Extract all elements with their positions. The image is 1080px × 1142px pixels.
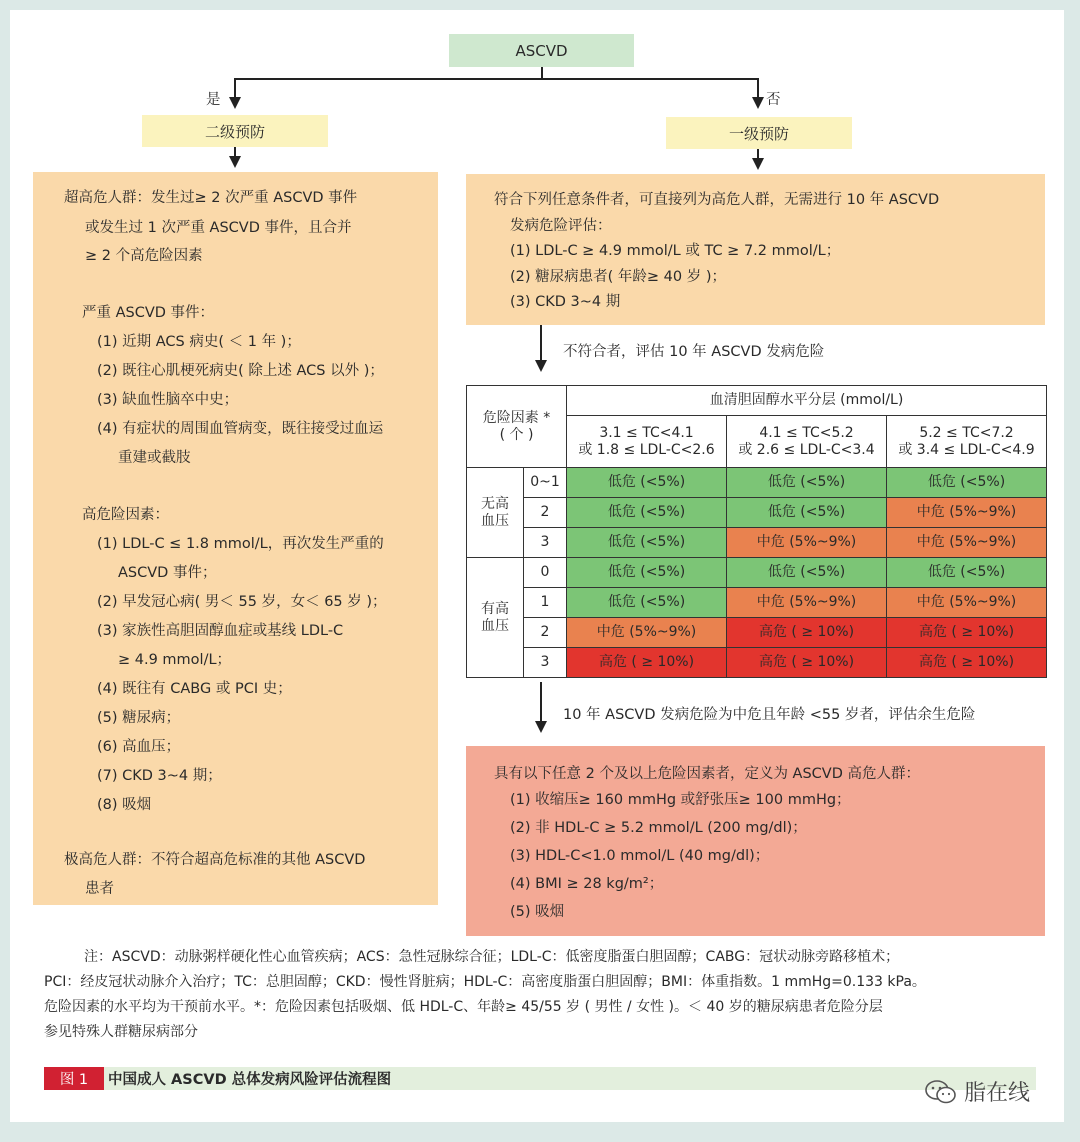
group-label-line: 血压: [481, 617, 509, 634]
ascvd-node-label: ASCVD: [515, 41, 568, 60]
direct-high-risk-line: (1) LDL-C ≥ 4.9 mmol/L 或 TC ≥ 7.2 mmol/L；: [510, 243, 841, 259]
chol-col-line: 或 2.6 ≤ LDL-C<3.4: [738, 441, 875, 458]
arrow-down-icon: [229, 97, 241, 109]
high-risk-item: (3) HDL-C<1.0 mmol/L (40 mg/dl)；: [510, 848, 770, 864]
mid-risk-note: 10 年 ASCVD 发病危险为中危且年龄 <55 岁者，评估余生危险: [563, 707, 976, 723]
risk-factor-header-line: 危险因素 *: [482, 409, 551, 426]
risk-cell-low: 低危 (<5%): [567, 468, 727, 498]
direct-high-risk-line: 发病危险评估：: [510, 218, 612, 234]
secondary-prevention-label: 二级预防: [204, 122, 265, 141]
table-row: [467, 618, 1047, 648]
footnote-line: 参见特殊人群糖尿病部分: [44, 1024, 198, 1040]
arrow-down-icon: [229, 156, 241, 168]
risk-cell-high: 高危 ( ≥ 10%): [887, 618, 1047, 648]
risk-cell-mid: 中危 (5%~9%): [727, 528, 887, 558]
factor-item: (1) LDL-C ≤ 1.8 mmol/L，再次发生严重的: [97, 536, 384, 552]
no-label: 否: [766, 92, 781, 108]
risk-cell-mid: 中危 (5%~9%): [727, 588, 887, 618]
factor-item: (2) 早发冠心病( 男＜ 55 岁，女＜ 65 岁 )；: [97, 594, 387, 610]
hypertension-group-label: [467, 468, 524, 558]
chol-col-line: 4.1 ≤ TC<5.2: [759, 424, 854, 441]
event-item: (1) 近期 ACS 病史( ＜ 1 年 )；: [97, 334, 301, 350]
high-risk-item: (1) 收缩压≥ 160 mmHg 或舒张压≥ 100 mmHg；: [510, 792, 851, 808]
secondary-prevention-node: [142, 115, 328, 147]
group-label-line: 有高: [481, 600, 509, 617]
event-item: (2) 既往心肌梗死病史( 除上述 ACS 以外 )；: [97, 363, 384, 379]
figure-tag: 图 1: [44, 1067, 104, 1090]
arrow-down-icon: [752, 97, 764, 109]
risk-factor-count: 2: [524, 618, 567, 648]
chol-col-line: 3.1 ≤ TC<4.1: [599, 424, 694, 441]
primary-prevention-node: [666, 117, 852, 149]
group-label-line: 血压: [481, 512, 509, 529]
watermark-text: 脂在线: [964, 1081, 1031, 1106]
factor-item: (4) 既往有 CABG 或 PCI 史；: [97, 681, 292, 697]
chol-col-header: [727, 416, 887, 468]
watermark: [924, 1076, 1030, 1107]
event-item: 重建或截肢: [118, 450, 191, 466]
group-label-line: 无高: [481, 495, 509, 512]
footnote: [44, 945, 1040, 1045]
table-row: [467, 468, 1047, 498]
high-risk-item: (4) BMI ≥ 28 kg/m²；: [510, 876, 664, 892]
risk-cell-low: 低危 (<5%): [567, 588, 727, 618]
risk-factor-count: 0: [524, 558, 567, 588]
table-row: [467, 528, 1047, 558]
connector: [234, 78, 759, 80]
risk-cell-low: 低危 (<5%): [567, 528, 727, 558]
risk-cell-low: 低危 (<5%): [727, 468, 887, 498]
not-meet-label: 不符合者，评估 10 年 ASCVD 发病危险: [563, 344, 825, 360]
high-risk-item: (5) 吸烟: [510, 904, 565, 920]
risk-cell-mid: 中危 (5%~9%): [887, 528, 1047, 558]
direct-high-risk-line: (2) 糖尿病患者( 年龄≥ 40 岁 )；: [510, 269, 726, 285]
table-row: [467, 648, 1047, 678]
risk-table: [466, 385, 1047, 678]
risk-cell-low: 低危 (<5%): [727, 498, 887, 528]
arrow-down-icon: [752, 158, 764, 170]
risk-cell-low: 低危 (<5%): [567, 498, 727, 528]
risk-cell-mid: 中危 (5%~9%): [887, 498, 1047, 528]
risk-cell-high: 高危 ( ≥ 10%): [567, 648, 727, 678]
high-risk-definition-title: 具有以下任意 2 个及以上危险因素者，定义为 ASCVD 高危人群：: [494, 766, 920, 782]
risk-factor-header: [467, 386, 567, 468]
arrow-down-icon: [535, 360, 547, 372]
risk-cell-mid: 中危 (5%~9%): [887, 588, 1047, 618]
risk-factor-header-line: ( 个 ): [499, 426, 534, 443]
connector: [540, 682, 542, 722]
chol-col-header: [567, 416, 727, 468]
risk-cell-high: 高危 ( ≥ 10%): [727, 648, 887, 678]
risk-cell-low: 低危 (<5%): [727, 558, 887, 588]
table-row: [467, 588, 1047, 618]
risk-cell-low: 低危 (<5%): [887, 468, 1047, 498]
risk-factor-count: 3: [524, 648, 567, 678]
risk-factor-count: 0~1: [524, 468, 567, 498]
factor-item: (6) 高血压；: [97, 739, 181, 755]
factor-item: (7) CKD 3~4 期；: [97, 768, 222, 784]
footnote-line: PCI：经皮冠状动脉介入治疗；TC：总胆固醇；CKD：慢性肾脏病；HDL-C：高密度脂蛋白胆固醇；BMI：体重指数。1 mmHg=0.133 kPa。: [44, 974, 926, 990]
risk-cell-low: 低危 (<5%): [567, 558, 727, 588]
factor-item: (3) 家族性高胆固醇血症或基线 LDL-C: [97, 623, 344, 639]
primary-prevention-label: 一级预防: [728, 124, 789, 143]
factors-title: 高危险因素：: [82, 507, 169, 523]
super-high-line: 或发生过 1 次严重 ASCVD 事件，且合并: [85, 220, 352, 236]
risk-cell-high: 高危 ( ≥ 10%): [887, 648, 1047, 678]
chol-col-line: 或 3.4 ≤ LDL-C<4.9: [898, 441, 1035, 458]
table-row: [467, 558, 1047, 588]
risk-factor-count: 3: [524, 528, 567, 558]
factor-item: ≥ 4.9 mmol/L；: [118, 652, 232, 668]
direct-high-risk-line: (3) CKD 3~4 期: [510, 294, 621, 310]
connector: [540, 325, 542, 361]
footnote-line: 危险因素的水平均为干预前水平。*：危险因素包括吸烟、低 HDL-C、年龄≥ 45/55 岁 ( 男性 / 女性 )。＜ 40 岁的糖尿病患者危险分层: [44, 999, 883, 1015]
chol-col-header: [887, 416, 1047, 468]
super-high-line: ≥ 2 个高危险因素: [85, 248, 203, 264]
chol-col-line: 或 1.8 ≤ LDL-C<2.6: [578, 441, 715, 458]
table-row: [467, 498, 1047, 528]
yes-label: 是: [206, 92, 221, 108]
event-item: (3) 缺血性脑卒中史；: [97, 392, 239, 408]
figure-title: 中国成人 ASCVD 总体发病风险评估流程图: [108, 1072, 392, 1088]
event-item: (4) 有症状的周围血管病变，既往接受过血运: [97, 421, 384, 437]
cholesterol-header: 血清胆固醇水平分层 (mmol/L): [567, 386, 1047, 416]
super-high-line: 超高危人群：发生过≥ 2 次严重 ASCVD 事件: [64, 190, 358, 206]
factor-item: (5) 糖尿病；: [97, 710, 181, 726]
hypertension-group-label: [467, 558, 524, 678]
risk-factor-count: 2: [524, 498, 567, 528]
chol-col-line: 5.2 ≤ TC<7.2: [919, 424, 1014, 441]
direct-high-risk-line: 符合下列任意条件者，可直接列为高危人群，无需进行 10 年 ASCVD: [494, 192, 940, 208]
factor-item: (8) 吸烟: [97, 797, 152, 813]
risk-factor-count: 1: [524, 588, 567, 618]
footnote-line: 注：ASCVD：动脉粥样硬化性心血管疾病；ACS：急性冠脉综合征；LDL-C：低密度脂蛋白胆固醇；CABG：冠状动脉旁路移植术；: [84, 949, 900, 965]
risk-cell-low: 低危 (<5%): [887, 558, 1047, 588]
high-risk-item: (2) 非 HDL-C ≥ 5.2 mmol/L (200 mg/dl)；: [510, 820, 807, 836]
connector: [757, 78, 759, 98]
risk-cell-mid: 中危 (5%~9%): [567, 618, 727, 648]
risk-cell-high: 高危 ( ≥ 10%): [727, 618, 887, 648]
ascvd-node: [449, 34, 634, 67]
very-high-line: 患者: [85, 881, 114, 897]
factor-item: ASCVD 事件；: [118, 565, 217, 581]
connector: [234, 78, 236, 98]
wechat-icon: [924, 1079, 958, 1105]
events-title: 严重 ASCVD 事件：: [82, 305, 215, 321]
very-high-line: 极高危人群：不符合超高危标准的其他 ASCVD: [64, 852, 366, 868]
arrow-down-icon: [535, 721, 547, 733]
